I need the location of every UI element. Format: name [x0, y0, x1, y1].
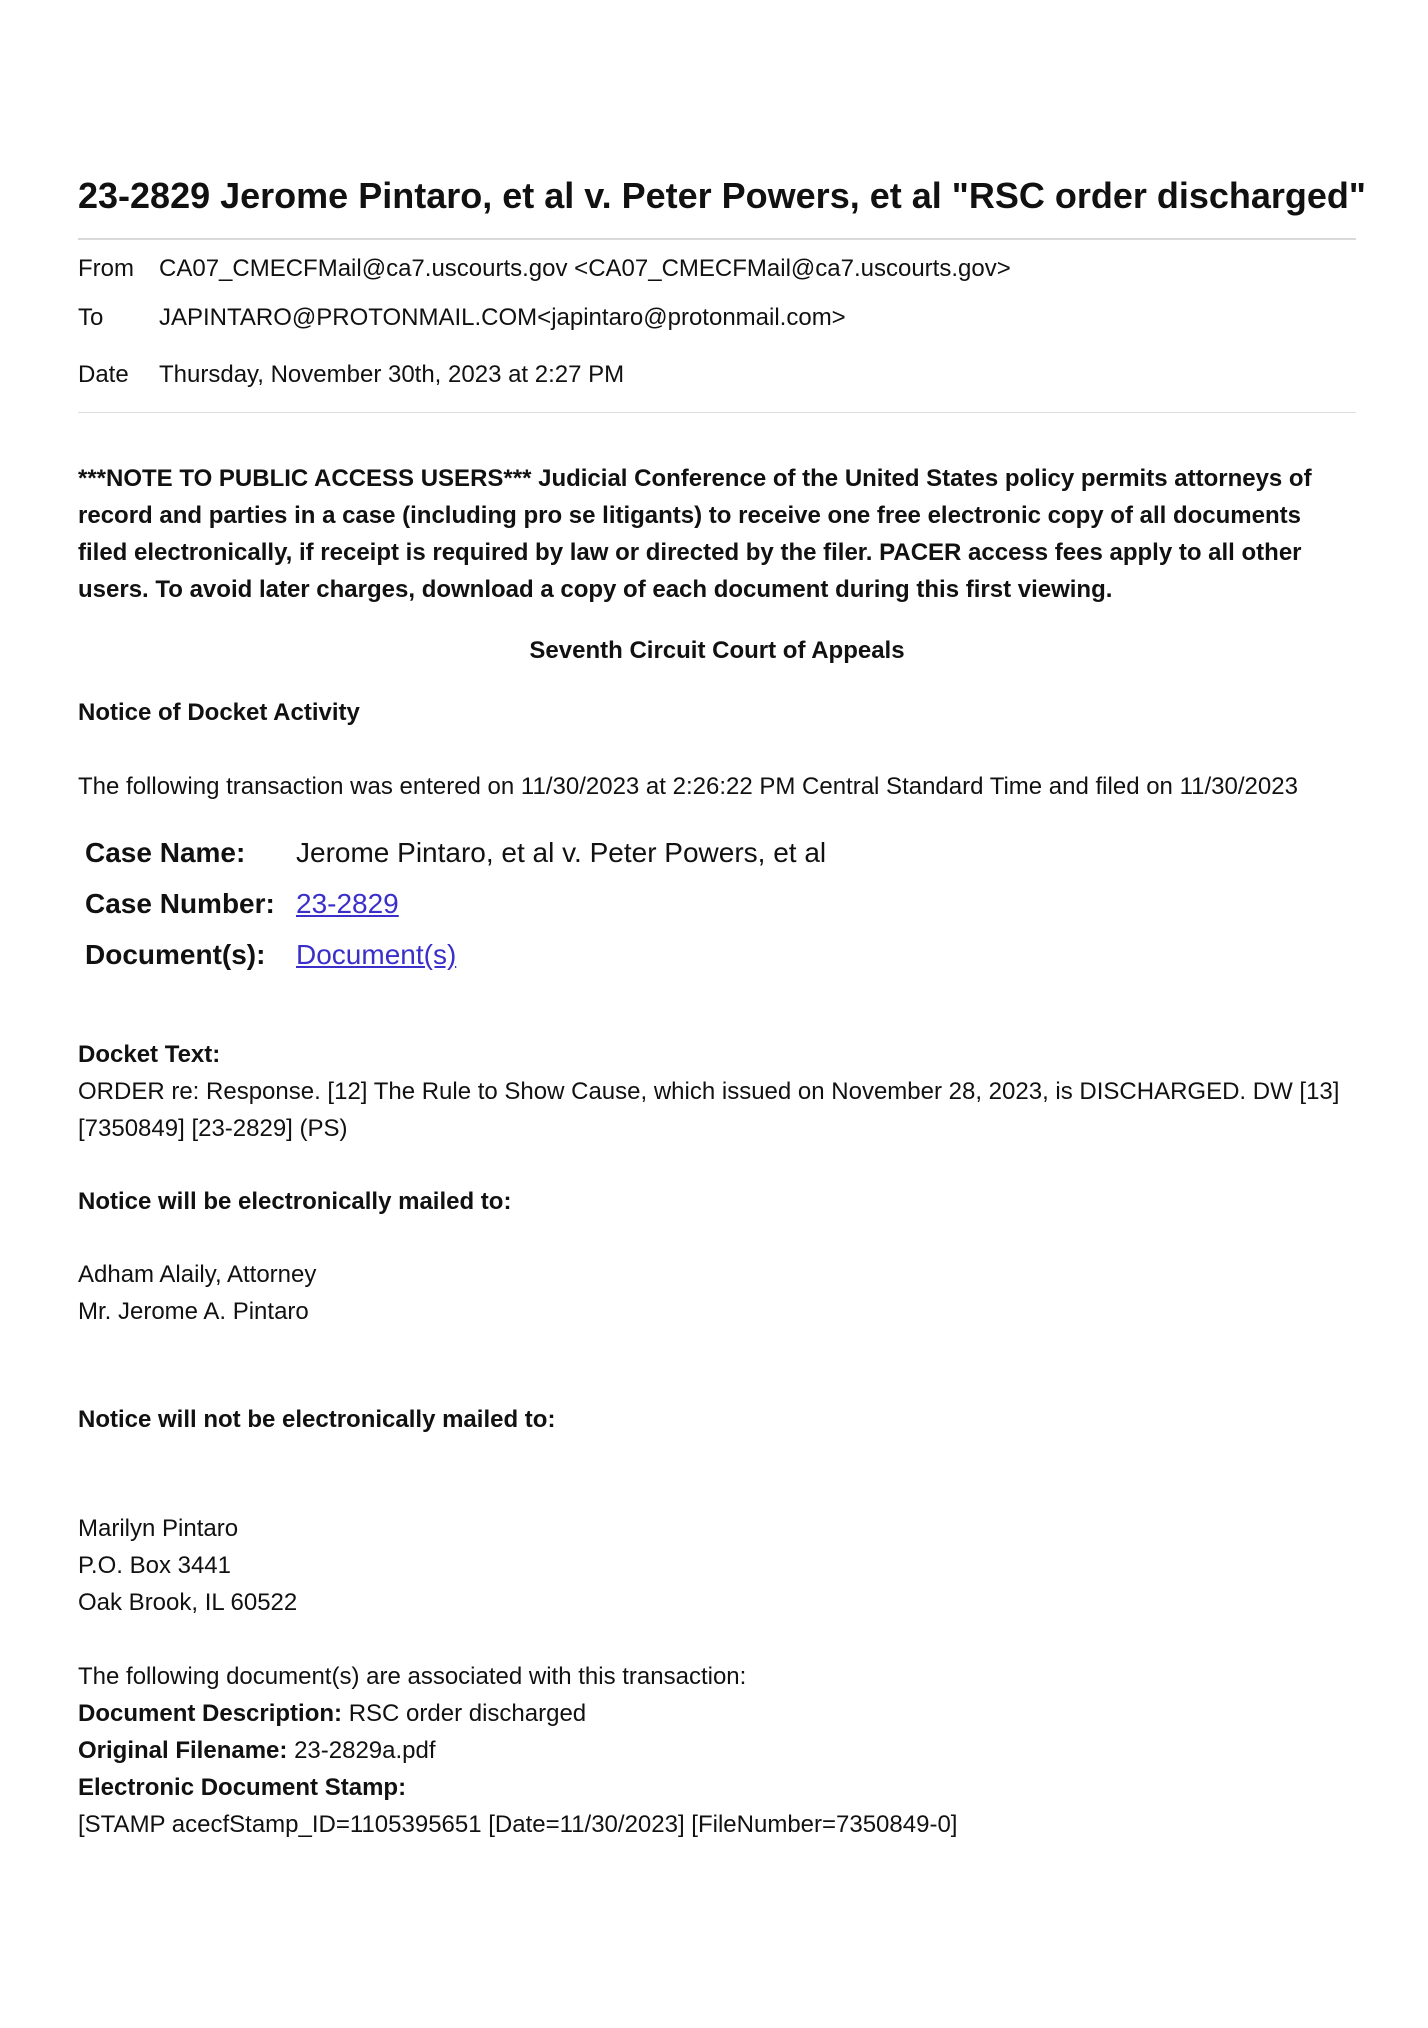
list-item: Oak Brook, IL 60522 [78, 1589, 298, 1616]
header-to [78, 301, 1356, 335]
list-item: P.O. Box 3441 [78, 1552, 231, 1579]
doc-description-line [78, 1695, 1356, 1732]
header-from-label: From [78, 255, 134, 282]
associated-documents [78, 1658, 1356, 1843]
doc-description-label: Document Description: [78, 1700, 343, 1727]
header-date [78, 358, 1356, 392]
documents-cell [296, 929, 826, 980]
case-info-table [85, 827, 826, 980]
notice-title: Notice of Docket Activity [78, 699, 360, 726]
list-item: Marilyn Pintaro [78, 1515, 239, 1542]
original-filename-value: 23-2829a.pdf [294, 1737, 436, 1764]
header-from [78, 252, 1356, 286]
stamp-label-text: Electronic Document Stamp: [78, 1774, 407, 1801]
case-name-row [85, 827, 826, 878]
subject-divider [78, 238, 1356, 240]
case-number-cell [296, 878, 826, 929]
header-from-value: CA07_CMECFMail@ca7.uscourts.gov <CA07_CMECFMail@ca7.uscourts.gov> [159, 255, 1011, 282]
case-name-label: Case Name: [85, 837, 246, 868]
case-number-row [85, 878, 826, 929]
stamp-value: [STAMP acecfStamp_ID=1105395651 [Date=11/30/2023] [FileNumber=7350849-0] [78, 1811, 958, 1838]
documents-link[interactable]: Document(s) [296, 939, 457, 970]
not-mailed-to-list [78, 1510, 1356, 1621]
list-item: Adham Alaily, Attorney [78, 1261, 317, 1288]
transaction-line: The following transaction was entered on 11/30/2023 at 2:26:22 PM Central Standard Time and filed on 11/30/2023 [78, 773, 1298, 800]
stamp-label [78, 1769, 1356, 1806]
docket-text-label: Docket Text: [78, 1041, 221, 1068]
email-content [78, 170, 1366, 1843]
associated-intro: The following document(s) are associated with this transaction: [78, 1663, 747, 1690]
mailed-to-label: Notice will be electronically mailed to: [78, 1188, 512, 1215]
documents-label: Document(s): [85, 939, 266, 970]
documents-row [85, 929, 826, 980]
header-date-label: Date [78, 361, 129, 388]
email-subject: 23-2829 Jerome Pintaro, et al v. Peter Powers, et al "RSC order discharged" [78, 175, 1366, 216]
case-number-link[interactable]: 23-2829 [296, 888, 399, 919]
court-name: Seventh Circuit Court of Appeals [529, 637, 905, 664]
header-divider [78, 412, 1356, 413]
case-name-value: Jerome Pintaro, et al v. Peter Powers, et al [296, 837, 827, 868]
case-number-label: Case Number: [85, 888, 275, 919]
header-to-label: To [78, 304, 104, 331]
original-filename-line [78, 1732, 1356, 1769]
list-item: Mr. Jerome A. Pintaro [78, 1298, 309, 1325]
header-to-value: JAPINTARO@PROTONMAIL.COM<japintaro@protonmail.com> [159, 304, 846, 331]
mailed-to-list [78, 1256, 1356, 1330]
email-headers [78, 252, 1356, 392]
public-access-notice: ***NOTE TO PUBLIC ACCESS USERS*** Judicial Conference of the United States policy permits attorneys of record and parties in a case (including pro se litigants) to receive one free electronic copy of all documents filed electronically, if receipt is required by law or directed by the filer. PACER access fees apply to all other users. To avoid later charges, download a copy of each document during this first viewing. [78, 465, 1312, 603]
docket-text: ORDER re: Response. [12] The Rule to Show Cause, which issued on November 28, 2023, is DISCHARGED. DW [13] [7350849] [23-2829] (PS) [78, 1078, 1340, 1142]
original-filename-label: Original Filename: [78, 1737, 288, 1764]
header-date-value: Thursday, November 30th, 2023 at 2:27 PM [159, 361, 625, 388]
doc-description-value: RSC order discharged [348, 1700, 587, 1727]
not-mailed-to-label: Notice will not be electronically mailed to: [78, 1406, 556, 1433]
